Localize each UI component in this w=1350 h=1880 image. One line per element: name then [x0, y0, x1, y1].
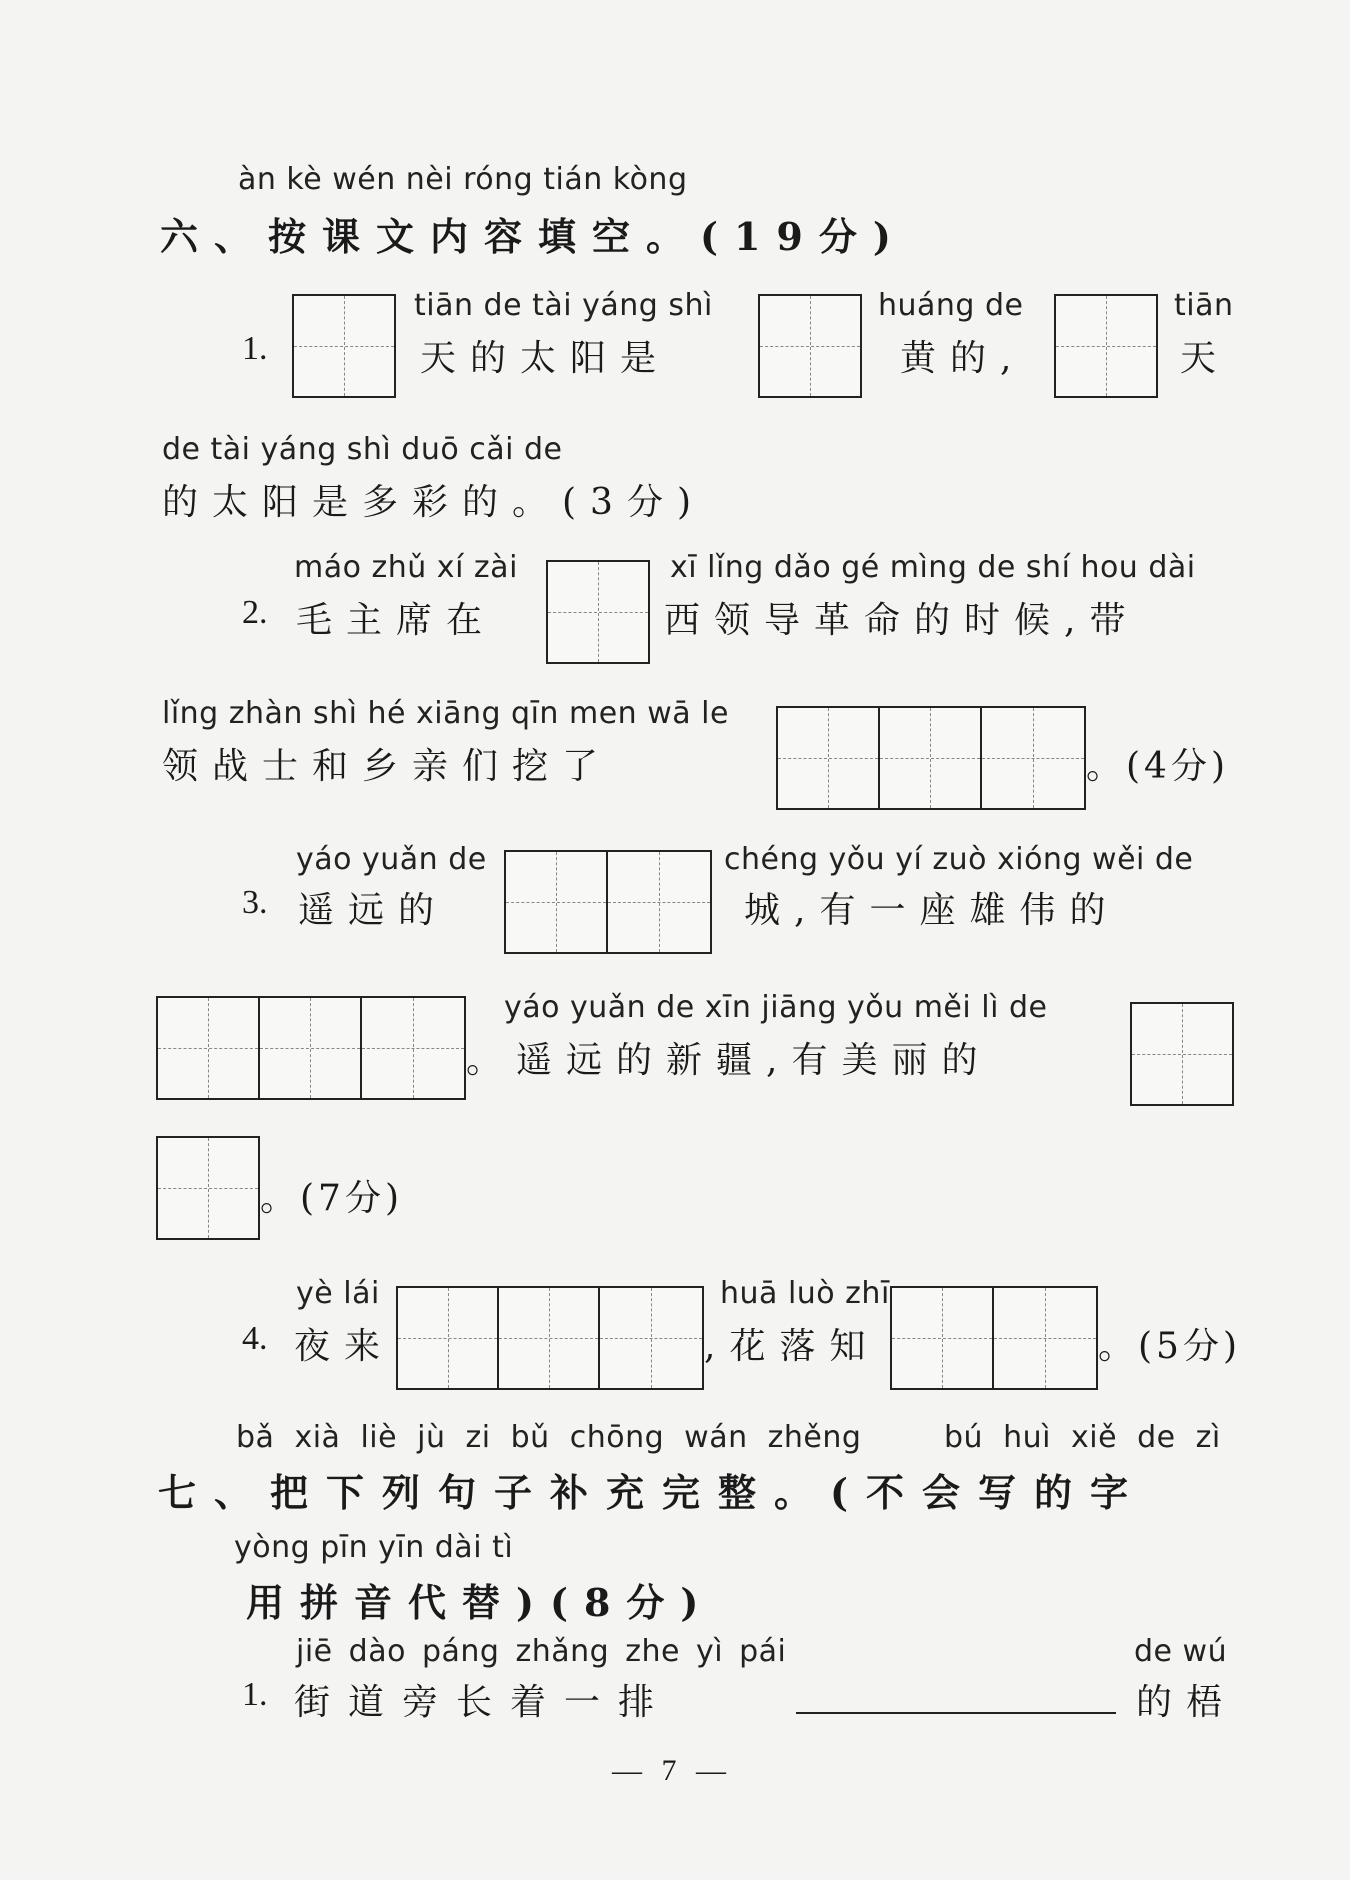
q2-pinyin-a: máo zhǔ xí zài: [294, 550, 518, 585]
q2-text-c: 领战士和乡亲们挖了: [162, 746, 613, 787]
q2-text-b: 西领导革命的时候,带: [664, 600, 1140, 641]
q3-text-c: 。遥远的新疆,有美丽的: [466, 1040, 992, 1081]
q2-number: 2.: [242, 594, 268, 631]
q3-blank-3[interactable]: [1130, 1002, 1234, 1106]
q1-text-a: 天的太阳是: [420, 338, 671, 379]
q1-pinyin-a: tiān de tài yáng shì: [414, 288, 713, 323]
q4-pinyin-b: huā luò zhī: [720, 1276, 890, 1311]
q1-pinyin-b: huáng de: [878, 288, 1024, 323]
q3-blank-4[interactable]: [156, 1136, 260, 1240]
section7-title-a: 七、把下列句子补充完整。(不会写的字: [158, 1470, 1146, 1515]
q1-text-d: 的太阳是多彩的。(3分): [162, 482, 705, 523]
q3-text-b: 城,有一座雄伟的: [744, 890, 1120, 931]
section6-title: 六、按课文内容填空。(19分): [160, 214, 907, 259]
q3-number: 3.: [242, 884, 268, 921]
q2-pinyin-c: lǐng zhàn shì hé xiāng qīn men wā le: [162, 696, 729, 731]
q3-pinyin-c: yáo yuǎn de xīn jiāng yǒu měi lì de: [504, 990, 1048, 1025]
q1-pinyin-d: de tài yáng shì duō cǎi de: [162, 432, 563, 467]
q7-1-text-b: 的梧: [1136, 1682, 1237, 1723]
q1-number: 1.: [242, 330, 268, 367]
q1-blank-1[interactable]: [292, 294, 396, 398]
q1-pinyin-c: tiān: [1174, 288, 1234, 323]
q4-blank-2[interactable]: [890, 1286, 1098, 1390]
q4-tail: 。(5分): [1098, 1326, 1241, 1367]
q2-tail: 。(4分): [1086, 746, 1229, 787]
q1-blank-3[interactable]: [1054, 294, 1158, 398]
q4-blank-1[interactable]: [396, 1286, 704, 1390]
q3-pinyin-a: yáo yuǎn de: [296, 842, 487, 877]
q2-blank-2[interactable]: [776, 706, 1086, 810]
q2-pinyin-b: xī lǐng dǎo gé mìng de shí hou dài: [670, 550, 1196, 585]
section7-pinyin-a: bǎ xià liè jù zi bǔ chōng wán zhěng: [236, 1420, 862, 1455]
q7-1-pinyin-a: jiē dào páng zhǎng zhe yì pái: [296, 1634, 787, 1669]
q3-blank-2[interactable]: [156, 996, 466, 1100]
q7-1-number: 1.: [242, 1676, 268, 1713]
q3-pinyin-b: chéng yǒu yí zuò xióng wěi de: [724, 842, 1194, 877]
q7-1-pinyin-b: de wú: [1134, 1634, 1228, 1669]
q7-1-text-a: 街道旁长着一排: [294, 1682, 673, 1723]
section7-pinyin-c: yòng pīn yīn dài tì: [234, 1530, 514, 1565]
q3-text-a: 遥远的: [298, 890, 449, 931]
q7-1-answer-line[interactable]: [796, 1712, 1116, 1714]
q2-blank-1[interactable]: [546, 560, 650, 664]
q4-text-b: ,花落知: [704, 1326, 880, 1367]
section6-pinyin: àn kè wén nèi róng tián kòng: [238, 162, 688, 197]
q1-blank-2[interactable]: [758, 294, 862, 398]
page-number: — 7 —: [612, 1754, 732, 1787]
q4-number: 4.: [242, 1320, 268, 1357]
section7-pinyin-b: bú huì xiě de zì: [944, 1420, 1221, 1455]
q2-text-a: 毛主席在: [296, 600, 497, 641]
q1-text-c: 天: [1180, 338, 1231, 379]
q4-pinyin-a: yè lái: [296, 1276, 380, 1311]
q3-blank-1[interactable]: [504, 850, 712, 954]
q1-text-b: 黄的,: [900, 338, 1026, 379]
q4-text-a: 夜来: [294, 1326, 395, 1367]
section7-title-b: 用拼音代替)(8分): [246, 1580, 715, 1625]
q3-tail: 。(7分): [260, 1178, 403, 1219]
